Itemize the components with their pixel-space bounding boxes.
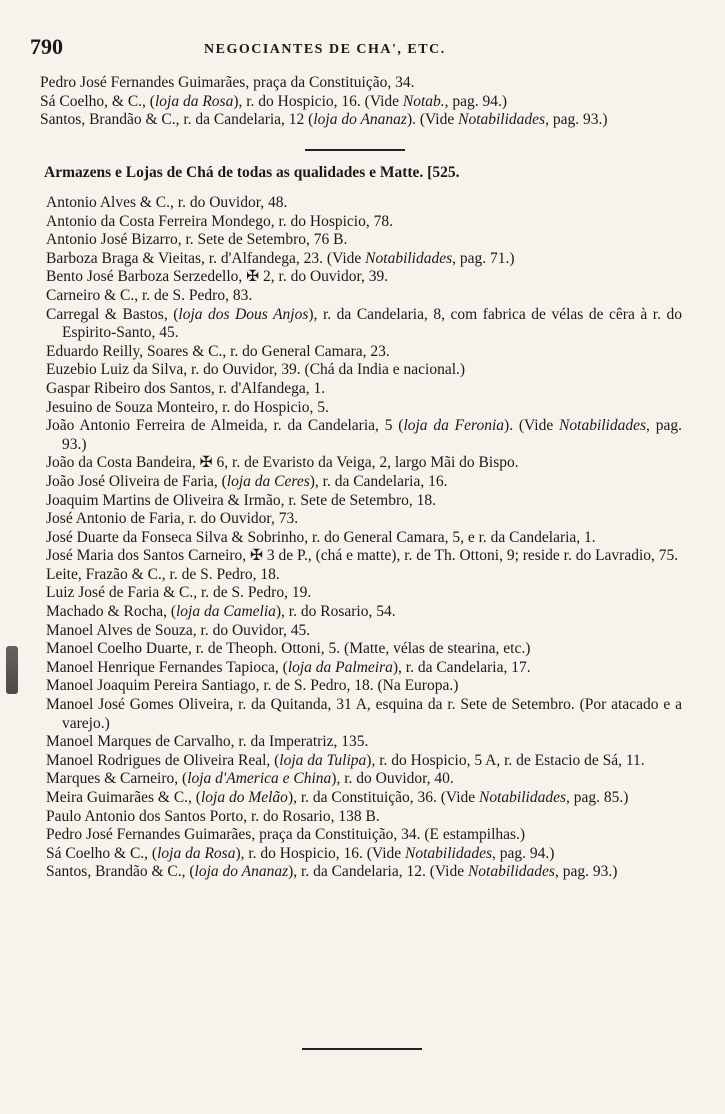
entry-text: Bento José Barboza Serzedello, ✠ 2, r. do Ouvidor, 39. <box>46 268 389 286</box>
entry-italic-text: Notabilidades <box>559 417 647 435</box>
entry-text: Manoel Joaquim Pereira Santiago, r. de S. Pedro, 18. (Na Europa.) <box>46 677 459 695</box>
entry-text: Gaspar Ribeiro dos Santos, r. d'Alfandega, 1. <box>46 379 326 397</box>
entry-text: Pedro José Fernandes Guimarães, praça da Constituição, 34. (E estampilhas.) <box>46 826 526 844</box>
entry-text: João da Costa Bandeira, ✠ 6, r. de Evaristo da Veiga, 2, largo Mãi do Bispo. <box>46 454 519 472</box>
entry-text: Joaquim Martins de Oliveira & Irmão, r. Sete de Setembro, 18. <box>46 491 436 509</box>
directory-entry <box>46 566 682 585</box>
entry-text: , pag. 93.) <box>554 863 618 881</box>
directory-entry <box>40 74 680 93</box>
entry-italic-text: loja da Tulipa <box>279 751 367 769</box>
entry-text: ), r. da Candelaria, 12. (Vide <box>288 863 468 881</box>
entry-text: Meira Guimarães & C., ( <box>46 789 201 806</box>
entry-text: Santos, Brandão & C., ( <box>46 863 195 881</box>
entry-text: ), r. do Rosario, 54. <box>275 603 396 621</box>
entry-text: Antonio Alves & C., r. do Ouvidor, 48. <box>46 194 288 211</box>
entry-italic-text: Notabilidades <box>479 789 566 806</box>
entry-text: Paulo Antonio dos Santos Porto, r. do Rosario, 138 B. <box>46 807 380 825</box>
entry-text: Marques & Carneiro, ( <box>46 770 188 788</box>
directory-entry <box>46 492 682 511</box>
entry-text: Manoel Marques de Carvalho, r. da Imperatriz, 135. <box>46 733 369 751</box>
end-rule <box>302 1048 422 1050</box>
entry-text: ), r. da Candelaria, 8, com fabrica de vélas de cêra à r. do Espirito-Santo, 45. <box>62 305 682 342</box>
entry-text: João José Oliveira de Faria, ( <box>46 472 227 490</box>
entry-text: Eduardo Reilly, Soares & C., r. do General Camara, 23. <box>46 342 390 360</box>
entry-text: , pag. 93.) <box>62 417 682 453</box>
directory-entry <box>46 417 682 454</box>
directory-entry <box>46 361 682 380</box>
entry-text: , pag. 71.) <box>452 249 515 267</box>
binding-mark <box>6 646 18 694</box>
entry-text: ). (Vide <box>504 417 560 435</box>
entry-text: Manoel Coelho Duarte, r. de Theoph. Ottoni, 5. (Matte, vélas de stearina, etc.) <box>46 640 531 658</box>
directory-entry <box>46 808 682 827</box>
entry-text: Sá Coelho & C., ( <box>46 844 158 862</box>
entry-text: José Duarte da Fonseca Silva & Sobrinho, r. do General Camara, 5, e r. da Candelaria, 1. <box>46 528 596 546</box>
entry-text: Carregal & Bastos, ( <box>46 305 179 323</box>
entry-italic-text: loja d'America e China <box>187 770 332 788</box>
entry-italic-text: loja da Rosa <box>154 92 234 110</box>
directory-entry <box>46 343 682 362</box>
directory-entry <box>40 93 680 112</box>
section-title: Armazens e Lojas de Chá de todas as qualidades e Matte. [525. <box>44 164 460 181</box>
entry-italic-text: loja do Ananaz <box>313 111 407 129</box>
continued-entries <box>40 74 680 130</box>
entry-italic-text: loja do Melão <box>200 789 288 806</box>
directory-entry <box>46 231 682 250</box>
entry-text: Antonio José Bizarro, r. Sete de Setembro, 76 B. <box>46 231 348 249</box>
directory-entry <box>46 659 682 678</box>
directory-entry <box>46 752 682 771</box>
entry-text: Santos, Brandão & C., r. da Candelaria, 12 ( <box>40 111 314 129</box>
directory-entry <box>46 770 682 789</box>
directory-entry <box>46 287 682 306</box>
directory-entry <box>46 603 682 622</box>
directory-entry <box>46 250 682 269</box>
entry-italic-text: loja da Palmeira <box>287 658 393 676</box>
entry-text: José Maria dos Santos Carneiro, ✠ 3 de P., (chá e matte), r. de Th. Ottoni, 9; reside r. do Lavradio, 75. <box>46 547 679 565</box>
entry-italic-text: loja dos Dous Anjos <box>178 305 309 323</box>
directory-entry <box>46 696 682 733</box>
entry-text: João Antonio Ferreira de Almeida, r. da Candelaria, 5 ( <box>46 417 404 435</box>
entry-text: , pag. 93.) <box>545 111 608 129</box>
entry-italic-text: loja da Feronia <box>403 417 505 435</box>
entry-text: ), r. do Ouvidor, 40. <box>331 770 454 788</box>
directory-entry <box>46 584 682 603</box>
entry-text: Manoel Rodrigues de Oliveira Real, ( <box>46 751 280 769</box>
entry-text: , pag. 94.) <box>444 92 508 110</box>
entry-text: ), r. do Hospicio, 5 A, r. de Estacio de Sá, 11. <box>366 751 645 769</box>
page-number: 790 <box>30 34 63 59</box>
entry-text: ), r. do Hospicio, 16. (Vide <box>235 844 406 862</box>
page-header <box>30 34 670 60</box>
directory-entry <box>46 677 682 696</box>
entry-text: , pag. 85.) <box>566 789 629 806</box>
directory-entry <box>46 863 682 882</box>
directory-entry <box>46 622 682 641</box>
entry-text: Luiz José de Faria & C., r. de S. Pedro, 19. <box>46 584 312 602</box>
directory-entry <box>46 826 682 845</box>
entry-italic-text: loja da Rosa <box>157 844 236 862</box>
entry-text: José Antonio de Faria, r. do Ouvidor, 73. <box>46 510 299 528</box>
directory-entry <box>46 380 682 399</box>
directory-entry <box>46 529 682 548</box>
directory-entry <box>46 213 682 232</box>
entry-text: Pedro José Fernandes Guimarães, praça da Constituição, 34. <box>40 74 415 91</box>
entry-text: Jesuino de Souza Monteiro, r. do Hospicio, 5. <box>46 398 329 416</box>
entry-text: ). (Vide <box>406 111 459 129</box>
entry-text: , pag. 94.) <box>492 844 555 862</box>
entry-text: Manoel Henrique Fernandes Tapioca, ( <box>46 658 288 676</box>
entry-text: Machado & Rocha, ( <box>46 603 176 621</box>
directory-entry <box>40 111 680 130</box>
entry-italic-text: loja do Ananaz <box>194 863 289 881</box>
entry-italic-text: loja da Camelia <box>176 603 276 621</box>
entry-text: ), r. da Constituição, 36. (Vide <box>287 789 480 806</box>
entry-text: Manoel Alves de Souza, r. do Ouvidor, 45. <box>46 621 311 639</box>
entry-text: ), r. da Candelaria, 17. <box>392 658 531 676</box>
entry-italic-text: Notab. <box>402 92 445 110</box>
entry-italic-text: Notabilidades <box>467 863 555 881</box>
section-divider <box>305 149 405 151</box>
entry-text: ), r. da Candelaria, 16. <box>309 472 448 490</box>
entry-text: Carneiro & C., r. de S. Pedro, 83. <box>46 286 253 304</box>
directory-entry <box>46 399 682 418</box>
entry-text: ), r. do Hospicio, 16. (Vide <box>233 92 403 110</box>
directory-entry <box>46 845 682 864</box>
entry-text: Antonio da Costa Ferreira Mondego, r. do Hospicio, 78. <box>46 212 393 230</box>
entry-italic-text: Notabilidades <box>365 249 453 267</box>
entry-text: Barboza Braga & Vieitas, r. d'Alfandega, 23. (Vide <box>46 249 366 267</box>
directory-entry <box>46 268 682 287</box>
merchant-list <box>46 194 682 882</box>
entry-italic-text: Notabilidades <box>405 844 492 862</box>
directory-entry <box>46 473 682 492</box>
entry-italic-text: loja da Ceres <box>226 472 310 490</box>
running-title: NEGOCIANTES DE CHA', ETC. <box>204 42 446 57</box>
entry-text: Euzebio Luiz da Silva, r. do Ouvidor, 39. (Chá da India e nacional.) <box>46 361 466 379</box>
directory-entry <box>46 510 682 529</box>
directory-entry <box>46 733 682 752</box>
directory-entry <box>46 306 682 343</box>
directory-entry <box>46 640 682 659</box>
directory-entry <box>46 194 682 213</box>
directory-entry <box>46 789 682 808</box>
entry-text: Sá Coelho, & C., ( <box>40 92 155 110</box>
directory-entry <box>46 547 682 566</box>
entry-italic-text: Notabilidades <box>458 111 546 129</box>
entry-text: Leite, Frazão & C., r. de S. Pedro, 18. <box>46 565 280 583</box>
entry-text: Manoel José Gomes Oliveira, r. da Quitanda, 31 A, esquina da r. Sete de Setembro. (Por atacado e a varejo.) <box>46 696 682 732</box>
directory-entry <box>46 454 682 473</box>
